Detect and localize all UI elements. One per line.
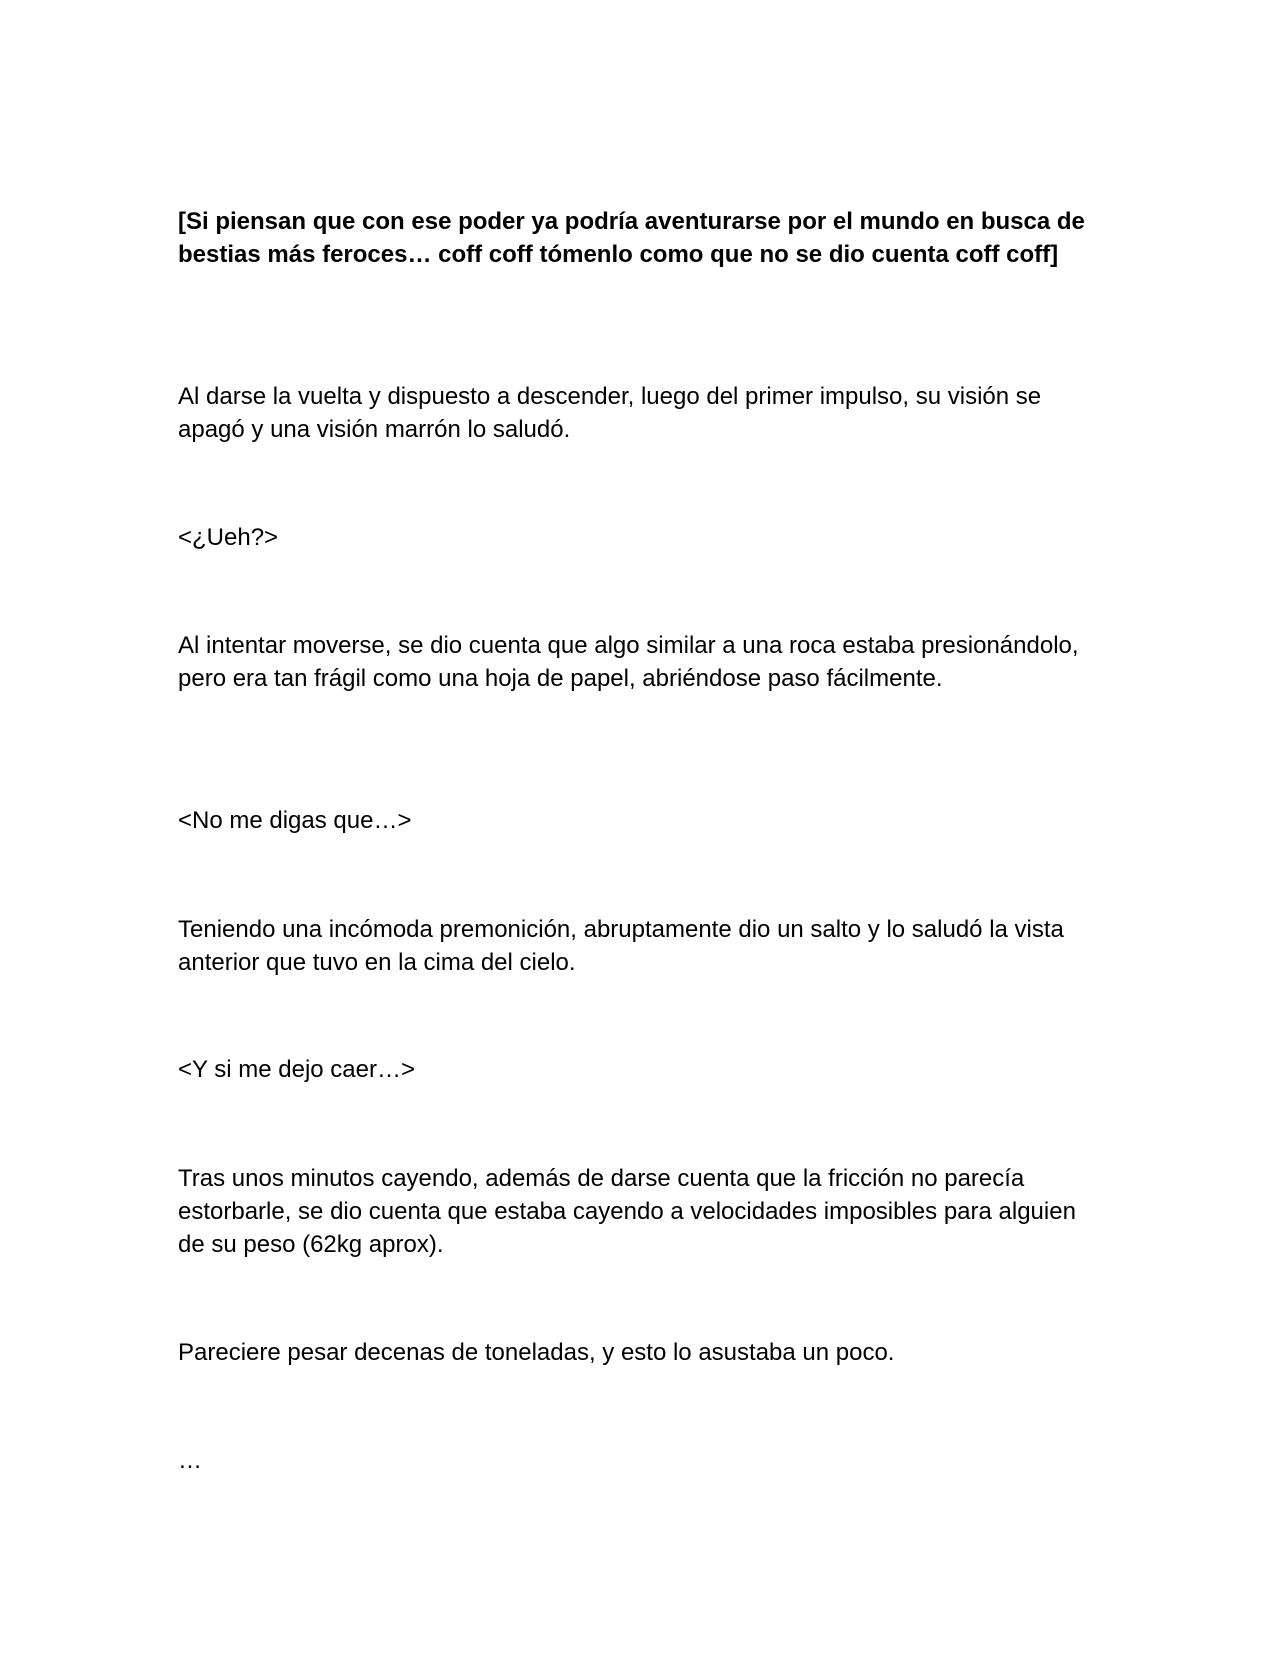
dialogue-ueh: <¿Ueh?>: [178, 524, 279, 551]
author-note-paragraph: [Si piensan que con ese poder ya podría aventurarse por el mundo en busca de bestias más feroces… coff coff tómenlo como que no se dio cuenta coff coff]: [178, 208, 1085, 268]
ellipsis-paragraph: …: [178, 1447, 202, 1474]
paragraph-turn-around: Al darse la vuelta y dispuesto a descender, luego del primer impulso, su visión se apagó y una visión marrón lo saludó.: [178, 383, 1042, 443]
paragraph-trying-to-move: Al intentar moverse, se dio cuenta que algo similar a una roca estaba presionándolo, pero era tan frágil como una hoja de papel, abriéndose paso fácilmente.: [178, 632, 1079, 692]
paragraph-premonition: Teniendo una incómoda premonición, abruptamente dio un salto y lo saludó la vista anterior que tuvo en la cima del cielo.: [178, 916, 1064, 976]
paragraph-weight: Pareciere pesar decenas de toneladas, y esto lo asustaba un poco.: [178, 1339, 895, 1366]
dialogue-dont-tell-me: <No me digas que…>: [178, 807, 412, 834]
paragraph-falling: Tras unos minutos cayendo, además de darse cuenta que la fricción no parecía estorbarle, se dio cuenta que estaba cayendo a velocidades imposibles para alguien de su peso (62kg aprox).: [178, 1165, 1076, 1258]
dialogue-let-myself-fall: <Y si me dejo caer…>: [178, 1056, 416, 1083]
